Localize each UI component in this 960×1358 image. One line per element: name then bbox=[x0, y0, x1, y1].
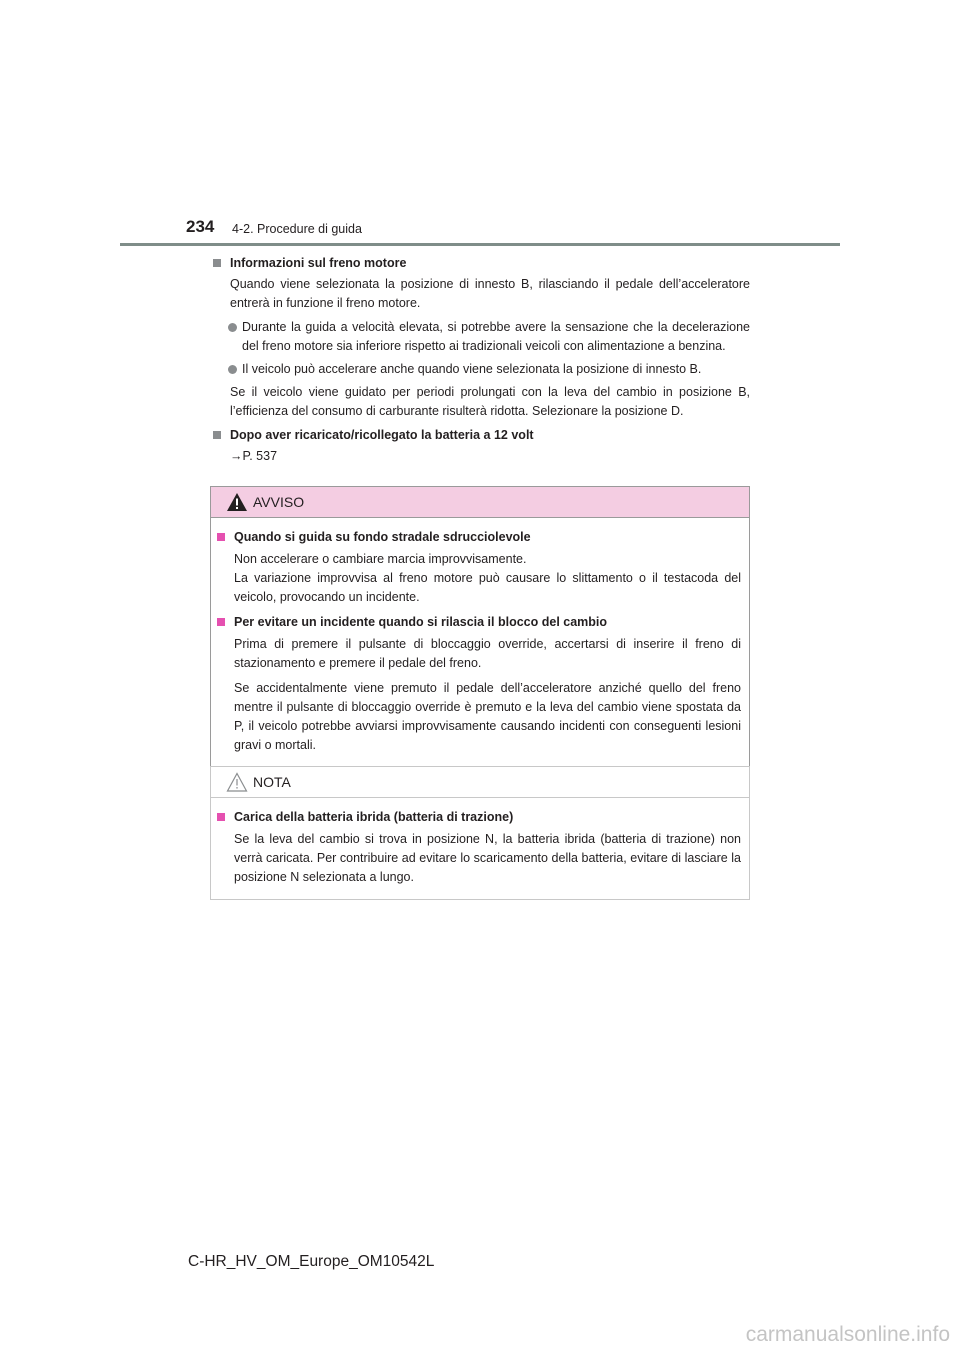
nota-paragraph: Se la leva del cambio si trova in posizione N, la batteria ibrida (batteria di trazione) non verrà caricata. Per contribuire ad evitare lo scaricamento della batteria, evitare di lasciare la posizione N selezionata a lungo. bbox=[234, 832, 741, 884]
nota-box bbox=[210, 766, 750, 900]
watermark: carmanualsonline.info bbox=[745, 1323, 950, 1346]
battery-title: Dopo aver ricaricato/ricollegato la batteria a 12 volt bbox=[230, 428, 534, 442]
engine-brake-title: Informazioni sul freno motore bbox=[230, 256, 407, 270]
square-bullet-icon bbox=[213, 431, 221, 439]
square-bullet-icon bbox=[213, 259, 221, 267]
engine-brake-heading bbox=[212, 254, 750, 272]
avviso-section-title: Quando si guida su fondo stradale sdrucciolevole bbox=[234, 530, 531, 544]
warning-triangle-icon bbox=[226, 492, 248, 512]
avviso-paragraph: Prima di premere il pulsante di bloccaggio override, accertarsi di inserire il freno di stazionamento e premere il pedale del freno. bbox=[234, 637, 741, 670]
square-bullet-icon bbox=[217, 533, 225, 541]
section-title: 4-2. Procedure di guida bbox=[232, 222, 362, 236]
engine-brake-note: Se il veicolo viene guidato per periodi prolungati con la leva del cambio in posizione B, l’efficienza del consumo di carburante risulterà ridotta. Selezionare la posizione D. bbox=[230, 385, 750, 418]
header-rule bbox=[120, 243, 840, 246]
avviso-box bbox=[210, 486, 750, 768]
avviso-section-heading bbox=[216, 528, 741, 546]
page-reference-link[interactable]: →P. 537 bbox=[230, 449, 278, 463]
avviso-section-heading bbox=[216, 613, 741, 631]
page-number: 234 bbox=[186, 217, 215, 236]
round-bullet-icon bbox=[228, 323, 237, 332]
caution-triangle-icon bbox=[226, 772, 248, 792]
avviso-body bbox=[211, 518, 749, 767]
avviso-section-title: Per evitare un incidente quando si rilascia il blocco del cambio bbox=[234, 615, 608, 629]
nota-label: NOTA bbox=[253, 774, 291, 790]
square-bullet-icon bbox=[217, 618, 225, 626]
square-bullet-icon bbox=[217, 813, 225, 821]
list-item bbox=[212, 318, 750, 356]
round-bullet-icon bbox=[228, 365, 237, 374]
avviso-paragraph: Se accidentalmente viene premuto il pedale dell’acceleratore anziché quello del freno mentre il pulsante di bloccaggio override è premuto e la leva del cambio viene spostata da P, il veicolo potrebbe avviarsi improvvisamente causando incidenti con conseguenti lesioni gravi o mortali. bbox=[234, 681, 741, 752]
document-code: C-HR_HV_OM_Europe_OM10542L bbox=[188, 1253, 435, 1270]
avviso-paragraph: Non accelerare o cambiare marcia improvvisamente. bbox=[234, 552, 527, 566]
nota-section-heading bbox=[216, 808, 741, 826]
avviso-header bbox=[211, 487, 749, 518]
avviso-label: AVVISO bbox=[253, 494, 305, 510]
list-item bbox=[212, 360, 750, 379]
nota-section-title: Carica della batteria ibrida (batteria di trazione) bbox=[234, 810, 514, 824]
nota-body bbox=[211, 798, 749, 899]
main-content bbox=[212, 254, 750, 466]
bullet-text: Durante la guida a velocità elevata, si potrebbe avere la sensazione che la decelerazione del freno motore sia inferiore rispetto ai tradizionali veicoli con alimentazione a benzina. bbox=[242, 320, 750, 353]
engine-brake-text: Quando viene selezionata la posizione di innesto B, rilasciando il pedale dell’acceleratore entrerà in funzione il freno motore. bbox=[230, 277, 750, 310]
battery-heading bbox=[212, 426, 750, 444]
nota-header bbox=[211, 767, 749, 798]
bullet-text: Il veicolo può accelerare anche quando viene selezionata la posizione di innesto B. bbox=[242, 362, 702, 376]
avviso-paragraph: La variazione improvvisa al freno motore può causare lo slittamento o il testacoda del veicolo, provocando un incidente. bbox=[234, 571, 741, 604]
